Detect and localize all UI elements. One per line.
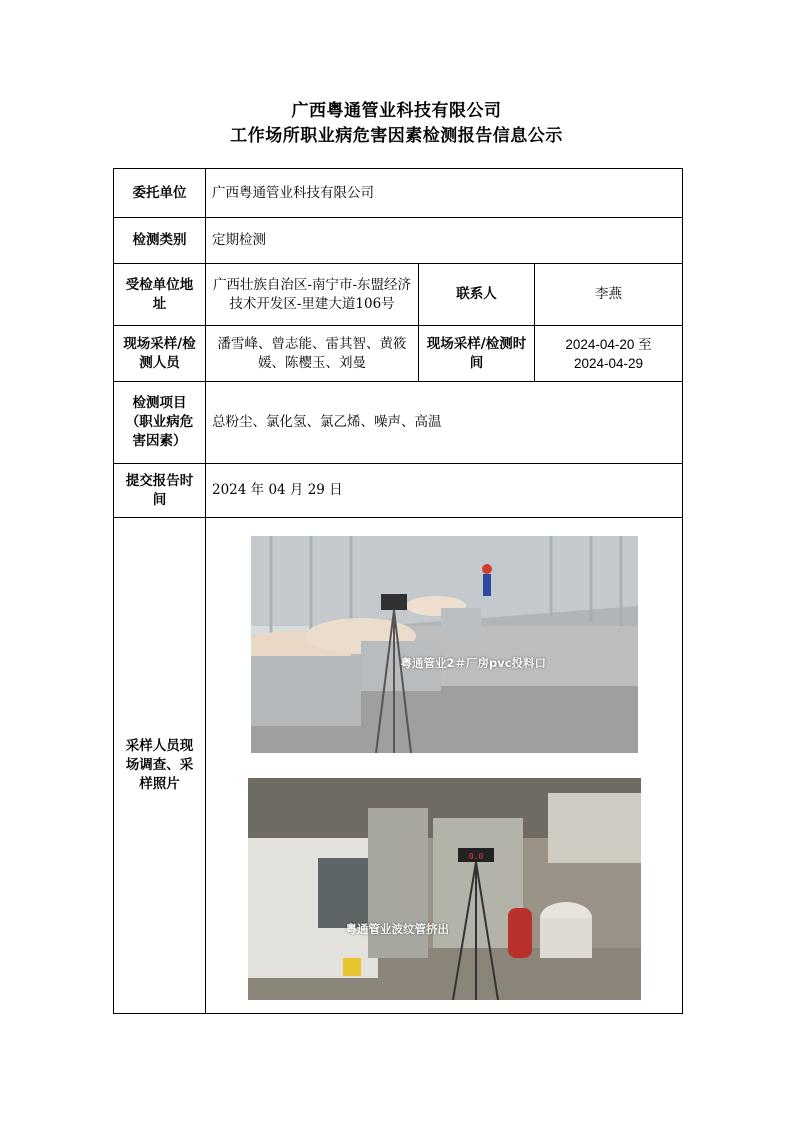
contact-value: 李燕 <box>535 264 683 326</box>
photo-corrugated-extrusion-image <box>248 778 641 1000</box>
contact-label: 联系人 <box>419 264 535 326</box>
address-value: 广西壮族自治区-南宁市-东盟经济技术开发区-里建大道106号 <box>206 264 419 326</box>
document-subtitle: 工作场所职业病危害因素检测报告信息公示 <box>230 126 563 146</box>
row-address <box>114 264 683 326</box>
photos-label: 采样人员现场调查、采样照片 <box>114 518 206 1014</box>
row-staff <box>114 326 683 382</box>
photo2-caption: 粤通管业波纹管挤出 <box>345 921 449 936</box>
category-label: 检测类别 <box>114 218 206 264</box>
photo-pvc-feeding <box>251 536 638 753</box>
photos-cell <box>206 518 683 1014</box>
row-items <box>114 382 683 464</box>
row-photos <box>114 518 683 1014</box>
time-start: 2024-04-20 至 <box>565 336 652 352</box>
photo-corrugated-extrusion <box>248 778 641 1000</box>
time-value <box>535 326 683 382</box>
photo1-caption: 粤通管业2＃厂房pvc投料口 <box>400 655 547 670</box>
time-label: 现场采样/检测时间 <box>419 326 535 382</box>
svg-text:0.0: 0.0 <box>468 851 483 861</box>
report-date-label: 提交报告时间 <box>114 464 206 518</box>
items-value: 总粉尘、氯化氢、氯乙烯、噪声、高温 <box>206 382 683 464</box>
photo-pvc-feeding-image <box>251 536 638 753</box>
client-value: 广西粤通管业科技有限公司 <box>206 169 683 218</box>
document-title: 广西粤通管业科技有限公司 <box>291 101 502 121</box>
row-client <box>114 169 683 218</box>
row-report-date <box>114 464 683 518</box>
category-value: 定期检测 <box>206 218 683 264</box>
info-table <box>113 168 683 1014</box>
staff-value: 潘雪峰、曾志能、雷其智、黄筱媛、陈樱玉、刘曼 <box>206 326 419 382</box>
time-end: 2024-04-29 <box>573 355 644 371</box>
staff-label: 现场采样/检测人员 <box>114 326 206 382</box>
row-category <box>114 218 683 264</box>
address-label: 受检单位地址 <box>114 264 206 326</box>
client-label: 委托单位 <box>114 169 206 218</box>
report-date-value: 2024 年 04 月 29 日 <box>206 464 683 518</box>
items-label: 检测项目（职业病危害因素） <box>114 382 206 464</box>
